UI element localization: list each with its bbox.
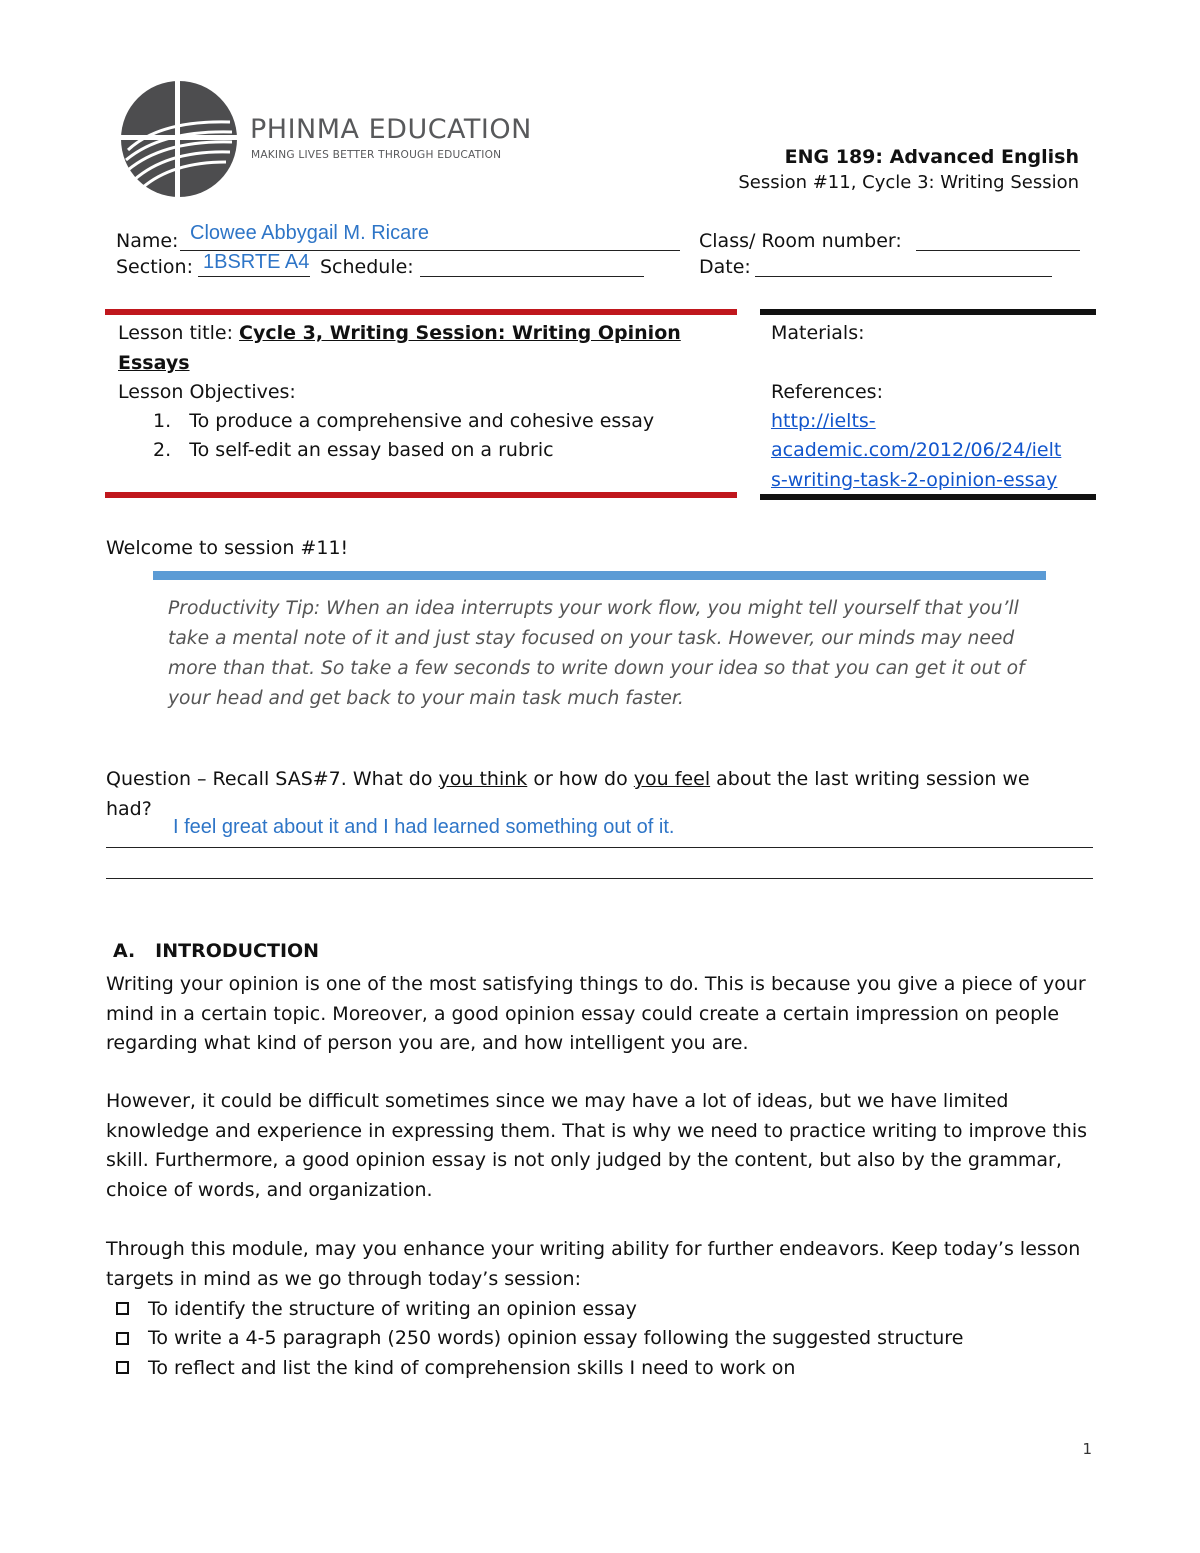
welcome-text: Welcome to session #11!	[106, 537, 349, 559]
name-label: Name:	[116, 230, 179, 252]
class-room-label: Class/ Room number:	[699, 230, 902, 252]
materials-bottom-bar	[760, 494, 1096, 500]
section-field[interactable]: 1BSRTE A4	[203, 251, 310, 273]
objective-2: 2. To self-edit an essay based on a rubric	[153, 439, 554, 461]
class-room-field[interactable]	[916, 250, 1080, 251]
target-item-3: To reflect and list the kind of comprehension skills I need to work on	[148, 1357, 796, 1379]
course-title: ENG 189: Advanced English	[784, 146, 1079, 168]
materials-label: Materials:	[771, 322, 865, 344]
target-item-2: To write a 4-5 paragraph (250 words) opinion essay following the suggested structure	[148, 1327, 964, 1349]
section-heading-introduction: A. INTRODUCTION	[113, 940, 320, 962]
section-label: Section:	[116, 256, 193, 278]
lesson-bottom-bar	[105, 492, 737, 498]
reference-link-line3[interactable]: s-writing-task-2-opinion-essay	[771, 469, 1058, 491]
logo-tagline: MAKING LIVES BETTER THROUGH EDUCATION	[251, 149, 502, 161]
target-checkbox-2[interactable]	[116, 1332, 129, 1345]
name-field[interactable]: Clowee Abbygail M. Ricare	[190, 222, 429, 244]
question-text-line2: had?	[106, 798, 152, 820]
intro-paragraph-1: Writing your opinion is one of the most satisfying things to do. This is because you give a piece of your mind in a certain topic. Moreover, a good opinion essay could create a certain impression on people regarding what kind of person you are, and how intelligent you are.	[106, 973, 1086, 1054]
materials-top-bar	[760, 309, 1096, 315]
lesson-title-value: Cycle 3, Writing Session: Writing Opinion	[239, 322, 681, 344]
schedule-field[interactable]	[420, 276, 644, 277]
section-underline	[198, 276, 310, 277]
intro-paragraph-2: However, it could be difficult sometimes since we may have a lot of ideas, but we have limited knowledge and experience in expressing them. That is why we need to practice writing to improve this skill. Furthermore, a good opinion essay is not only judged by the content, but also by the grammar, choice of words, and organization.	[106, 1090, 1088, 1201]
date-field[interactable]	[755, 276, 1052, 277]
phinma-logo-icon	[120, 80, 238, 198]
lesson-title	[118, 318, 681, 348]
logo-name: PHINMA EDUCATION	[250, 114, 532, 145]
schedule-label: Schedule:	[320, 256, 414, 278]
session-subtitle: Session #11, Cycle 3: Writing Session	[738, 172, 1079, 193]
date-label: Date:	[699, 256, 751, 278]
answer-line-1	[106, 847, 1093, 848]
question-text: Question – Recall SAS#7. What do you think or how do you feel about the last writing session we	[106, 768, 1030, 790]
objective-1: 1. To produce a comprehensive and cohesive essay	[153, 410, 655, 432]
answer-field[interactable]: I feel great about it and I had learned something out of it.	[173, 816, 675, 838]
lesson-top-bar	[105, 309, 737, 315]
page-number: 1	[1082, 1440, 1092, 1458]
tip-divider	[153, 571, 1046, 580]
intro-paragraph-3: Through this module, may you enhance your writing ability for further endeavors. Keep today’s lesson targets in mind as we go through today’s session:	[106, 1238, 1081, 1290]
reference-link-line2[interactable]: academic.com/2012/06/24/ielt	[771, 439, 1062, 461]
lesson-title-line2: Essays	[118, 352, 190, 374]
references-label: References:	[771, 381, 883, 403]
answer-line-2[interactable]	[106, 878, 1093, 879]
objectives-label: Lesson Objectives:	[118, 381, 296, 403]
target-checkbox-1[interactable]	[116, 1302, 129, 1315]
productivity-tip: Productivity Tip: When an idea interrupts your work flow, you might tell yourself that you’ll take a mental note of it and just stay focused on your task. However, our minds may need more than that. So take a few seconds to write down your idea so that you can get it out of your head and get back to your main task much faster.	[168, 598, 1025, 709]
lesson-title-label: Lesson title:	[118, 322, 233, 344]
target-checkbox-3[interactable]	[116, 1361, 129, 1374]
target-item-1: To identify the structure of writing an opinion essay	[148, 1298, 637, 1320]
reference-link-line1[interactable]: http://ielts-	[771, 410, 876, 432]
